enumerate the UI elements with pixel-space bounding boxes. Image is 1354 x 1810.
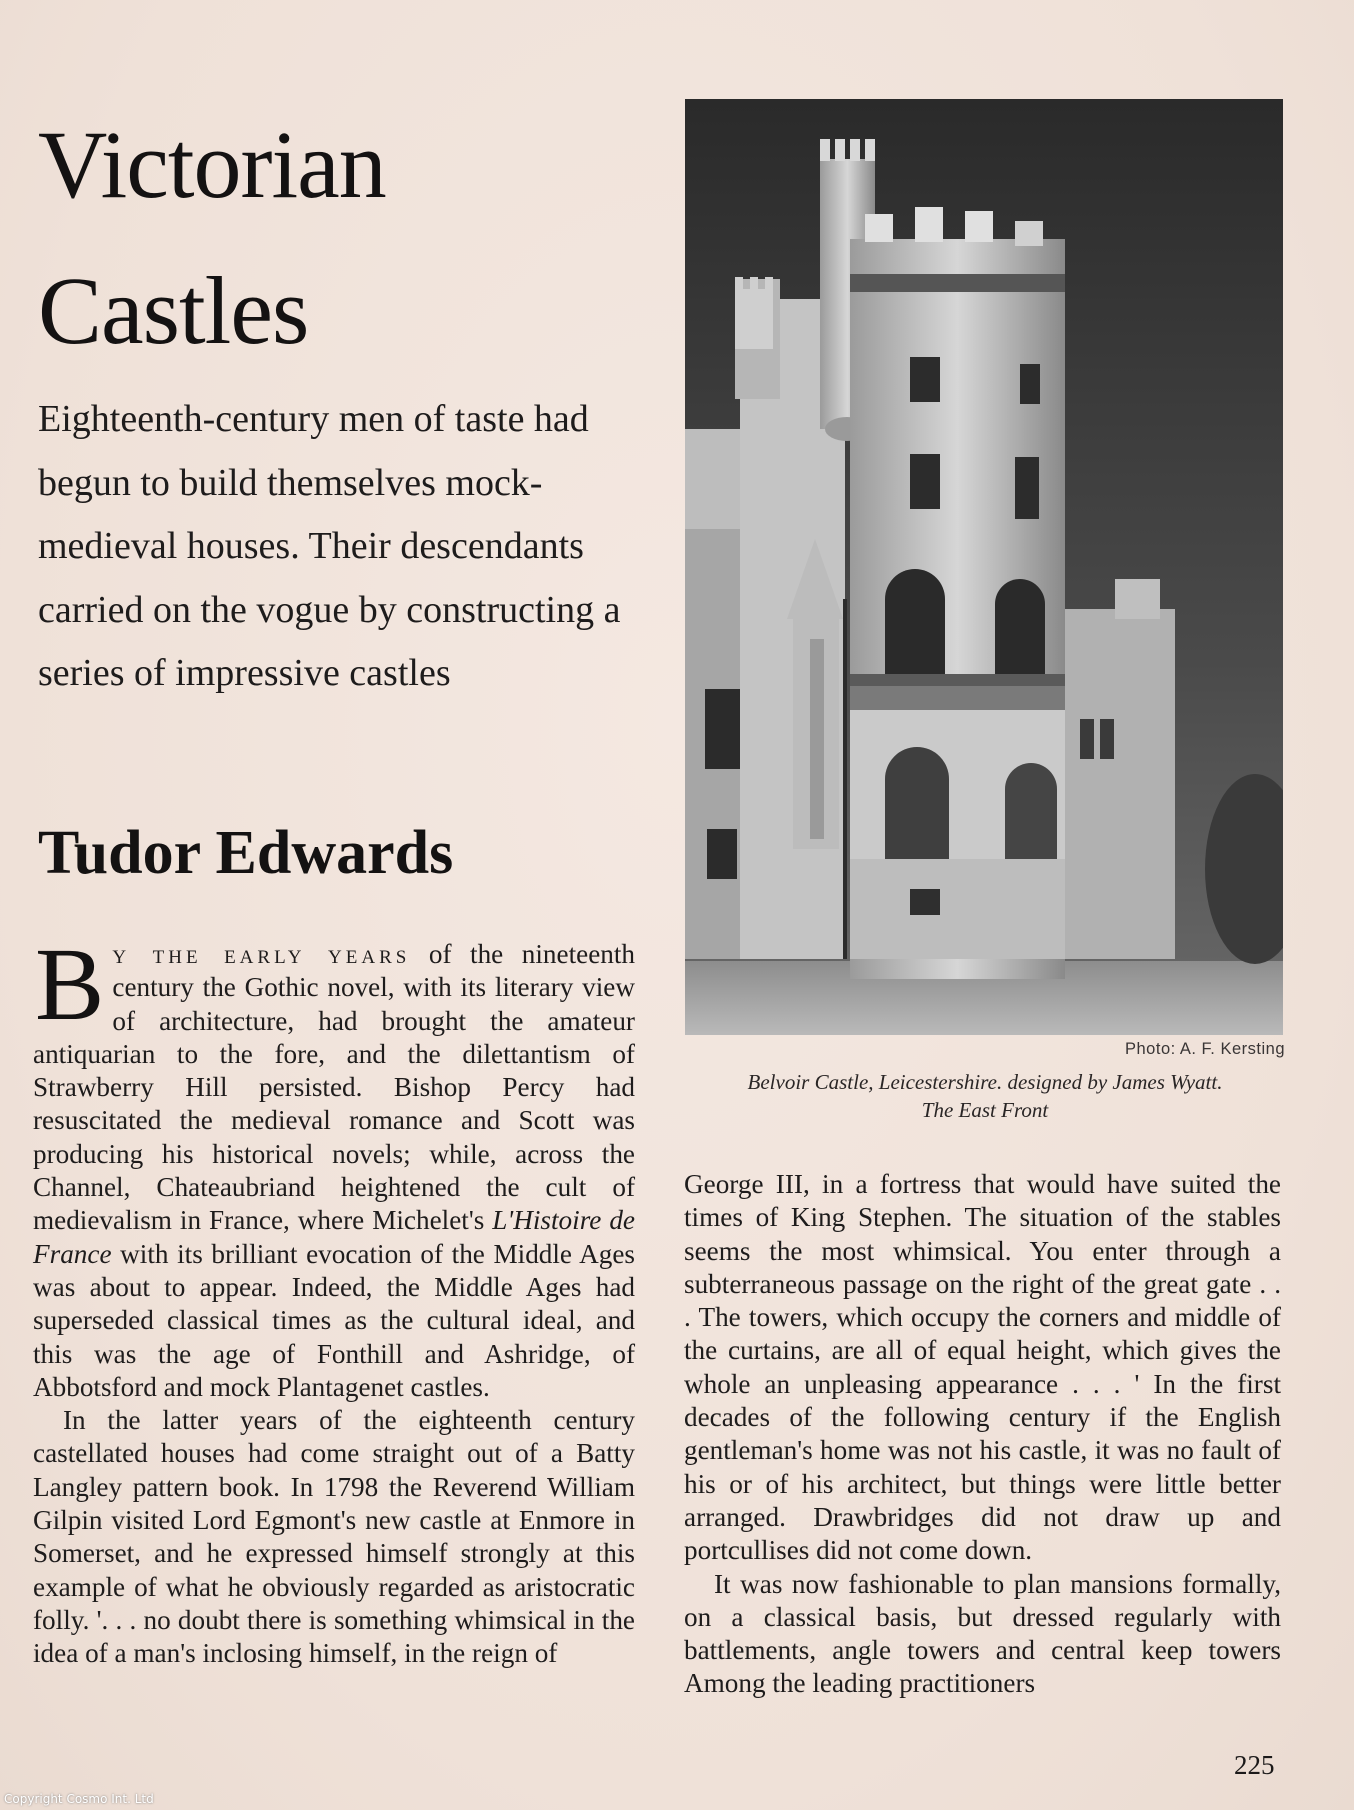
title-line-1: Victorian: [38, 111, 386, 218]
castle-photograph: [685, 99, 1283, 1035]
body-paragraph: [33, 927, 635, 1404]
copyright-watermark: Copyright Cosmo Int. Ltd: [4, 1792, 154, 1806]
body-paragraph: It was now fashionable to plan mansions formally, on a classical basis, but dressed regularly with battlements, angle towers and central keep towers Among the leading practitioners: [684, 1568, 1281, 1699]
body-column-right: [684, 1168, 1281, 1701]
caption-line-2: The East Front: [921, 1098, 1049, 1122]
drop-cap: B: [35, 927, 105, 1042]
book-title: L'Histoire de France: [33, 1205, 635, 1269]
standfirst: Eighteenth-century men of taste had begun to build themselves mock-medieval houses. Their descendants carried on the vogue by constructing a series of impressive castles: [38, 398, 621, 694]
belvoir-castle-image: [685, 99, 1283, 1035]
paragraph-text: of the nineteenth century the Gothic novel, with its literary view of architecture, had brought the amateur antiquarian to the fore, and the dilettantism of Strawberry Hill persisted. Bishop Percy had resuscitated the medieval romance and Scott was producing his historical novels; while, across the Channel, Chateaubriand heightened the cult of medievalism in France, where Michelet's: [33, 939, 635, 1236]
title-line-2: Castles: [38, 257, 309, 364]
article-title: [38, 92, 638, 384]
author-byline: Tudor Edwards: [38, 819, 454, 887]
lead-in-smallcaps: y the early years: [112, 939, 411, 969]
photo-caption: [685, 1068, 1285, 1124]
body-paragraph: George III, in a fortress that would have suited the times of King Stephen. The situation of the stables seems the most whimsical. You enter through a subterraneous passage on the right of the great gate . . . The towers, which occupy the corners and middle of the curtains, are all of equal height, which gives the whole an unpleasing appearance . . . ' In the first decades of the following century if the English gentleman's home was not his castle, it was no fault of his or of his architect, but things were little better arranged. Drawbridges did not draw up and portcullises did not come down.: [684, 1169, 1281, 1566]
body-paragraph: In the latter years of the eighteenth century castellated houses had come straight out of a Batty Langley pattern book. In 1798 the Reverend William Gilpin visited Lord Egmont's new castle at Enmore in Somerset, and he expressed himself strongly at this example of what he obviously regarded as aristocratic folly. '. . . no doubt there is something whimsical in the idea of a man's inclosing himself, in the reign of: [33, 1405, 635, 1669]
page-number: 225: [1234, 1750, 1275, 1780]
photo-credit: Photo: A. F. Kersting: [1125, 1040, 1285, 1058]
caption-line-1: Belvoir Castle, Leicestershire. designed by James Wyatt.: [747, 1070, 1223, 1094]
body-column-left: [33, 927, 635, 1671]
paragraph-text: with its brilliant evocation of the Middle Ages was about to appear. Indeed, the Middle Ages had superseded classical times as the cultural ideal, and this was the age of Fonthill and Ashridge, of Abbotsford and mock Plantagenet castles.: [33, 1238, 635, 1402]
